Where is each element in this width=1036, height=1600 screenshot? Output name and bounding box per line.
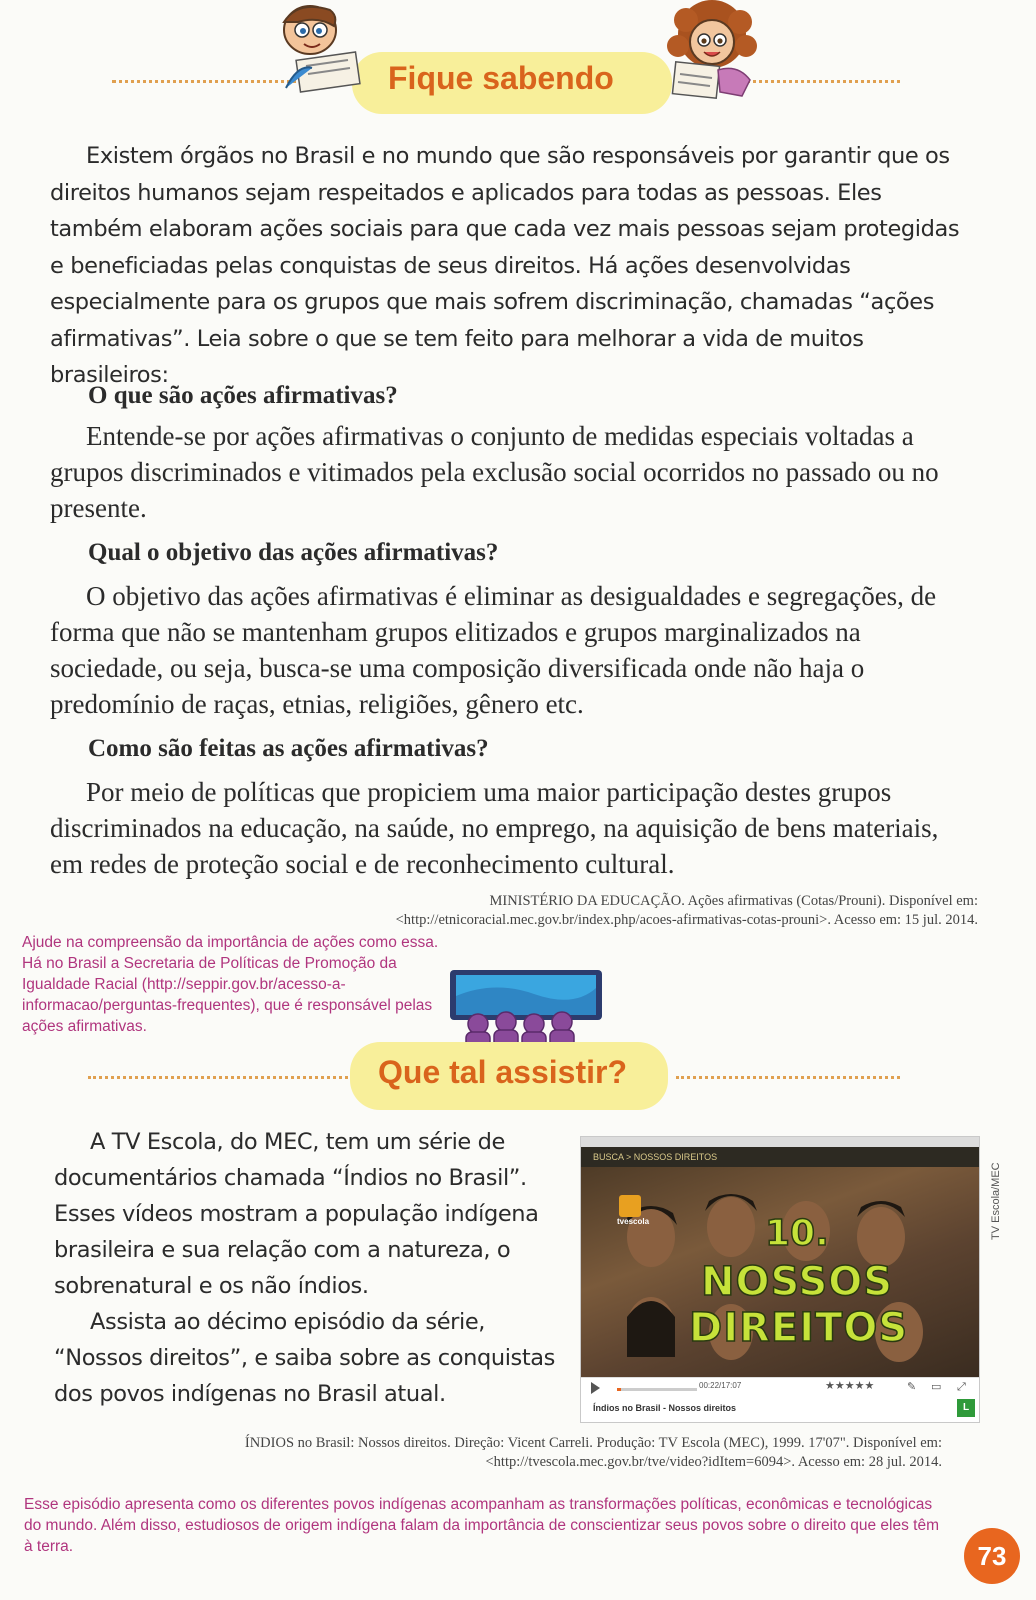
watch-paragraph-1: A TV Escola, do MEC, tem um série de documentários chamada “Índios no Brasil”. Esses vídeos mostram a população indígena brasileira e sua relação com a natureza, o sobrenatural e os não índios. xyxy=(54,1129,539,1299)
intro-paragraph: Existem órgãos no Brasil e no mundo que são responsáveis por garantir que os direitos humanos sejam respeitados e aplicados para todas as pessoas. Eles também elaboram ações sociais para que cada vez mais pessoas sejam protegidas e beneficiadas pelas conquistas de seus direitos. Há ações desenvolvidas especialmente para os grupos que mais sofrem discriminação, chamadas “ações afirmativas”. Leia sobre o que se tem feito para melhorar a vida de muitos brasileiros: xyxy=(50,143,960,388)
section-title-fique-sabendo: Fique sabendo xyxy=(388,60,614,96)
source-2-line-1: ÍNDIOS no Brasil: Nossos direitos. Direção: Vicent Carreli. Produção: TV Escola (MEC), 1999. 17'07". Disponível em: xyxy=(244,1435,942,1451)
comment-icon[interactable]: ▭ xyxy=(931,1380,942,1393)
video-breadcrumb: BUSCA > NOSSOS DIREITOS xyxy=(581,1147,979,1167)
section-title-que-tal-assistir: Que tal assistir? xyxy=(378,1054,627,1090)
question-2: Qual o objetivo das ações afirmativas? xyxy=(88,539,499,566)
video-browser-bar xyxy=(581,1137,979,1147)
video-logo: tvescola xyxy=(617,1217,650,1226)
watch-paragraph-2: Assista ao décimo episódio da série, “Nossos direitos”, e saiba sobre as conquistas dos povos indígenas no Brasil atual. xyxy=(54,1309,556,1407)
answer-3: Por meio de políticas que propiciem uma maior participação destes grupos discriminados na educação, na saúde, no emprego, na aquisição de bens materiais, em redes de proteção social e de reconhecimento cultural. xyxy=(50,777,939,879)
header2-dots-right xyxy=(676,1076,900,1079)
fullscreen-icon[interactable]: ⤢ xyxy=(957,1380,966,1393)
answer-1: Entende-se por ações afirmativas o conjunto de medidas especiais voltadas a grupos discriminados e vitimados pela exclusão social ocorridos no passado ou no presente. xyxy=(50,421,939,523)
girl-reading-icon xyxy=(656,0,766,104)
source-2-line-2: <http://tvescola.mec.gov.br/tve/video?idItem=6094>. Acesso em: 28 jul. 2014. xyxy=(485,1454,942,1470)
header2-dots-left xyxy=(88,1076,360,1079)
boy-reading-icon xyxy=(268,0,368,96)
video-controls xyxy=(581,1377,979,1400)
video-caption: Índios no Brasil - Nossos direitos xyxy=(593,1403,737,1413)
image-credit: TV Escola/MEC xyxy=(990,1162,1002,1240)
question-1: O que são ações afirmativas? xyxy=(88,382,398,409)
rating-stars-icon[interactable]: ★★★★★ xyxy=(825,1379,875,1392)
teacher-note-2: Esse episódio apresenta como os diferentes povos indígenas acompanham as transformações políticas, econômicas e tecnológicas do mundo. Além disso, estudiosos de origem indígena falam da importância de conscientizar seus povos sobre o direito que eles têm à terra. xyxy=(24,1496,940,1555)
edit-icon[interactable]: ✎ xyxy=(907,1380,917,1393)
source-citation-1 xyxy=(260,892,978,930)
progress-bar[interactable] xyxy=(617,1388,697,1391)
qa-block xyxy=(50,374,976,882)
video-player xyxy=(580,1136,980,1423)
video-frame xyxy=(581,1167,979,1377)
source-citation-2 xyxy=(120,1434,942,1472)
question-3: Como são feitas as ações afirmativas? xyxy=(88,735,489,762)
episode-title-line-2: DIREITOS xyxy=(689,1305,909,1351)
video-time: 00:22/17:07 xyxy=(699,1381,742,1390)
play-icon[interactable] xyxy=(591,1382,600,1394)
answer-2: O objetivo das ações afirmativas é eliminar as desigualdades e segregações, de forma que não se mantenham grupos elitizados e grupos marginalizados na sociedade, ou seja, busca-se uma composição diversificada onde não haja o predomínio de raças, etnias, religiões, gênero etc. xyxy=(50,581,937,719)
teacher-note-1: Ajude na compreensão da importância de ações como essa. Há no Brasil a Secretaria de Políticas de Promoção da Igualdade Racial (http://seppir.gov.br/acesso-a-informacao/perguntas-frequentes), que é responsável pelas ações afirmativas. xyxy=(22,934,439,1035)
episode-title-line-1: NOSSOS xyxy=(701,1259,894,1305)
source-1-line-1: MINISTÉRIO DA EDUCAÇÃO. Ações afirmativas (Cotas/Prouni). Disponível em: xyxy=(489,893,978,909)
rating-badge: L xyxy=(957,1399,975,1417)
page-number: 73 xyxy=(964,1528,1020,1584)
audience-screen-icon xyxy=(444,966,608,1054)
source-1-line-2: <http://etnicoracial.mec.gov.br/index.php/acoes-afirmativas-cotas-prouni>. Acesso em: 15 jul. 2014. xyxy=(395,912,978,928)
episode-number: 10. xyxy=(765,1213,829,1254)
